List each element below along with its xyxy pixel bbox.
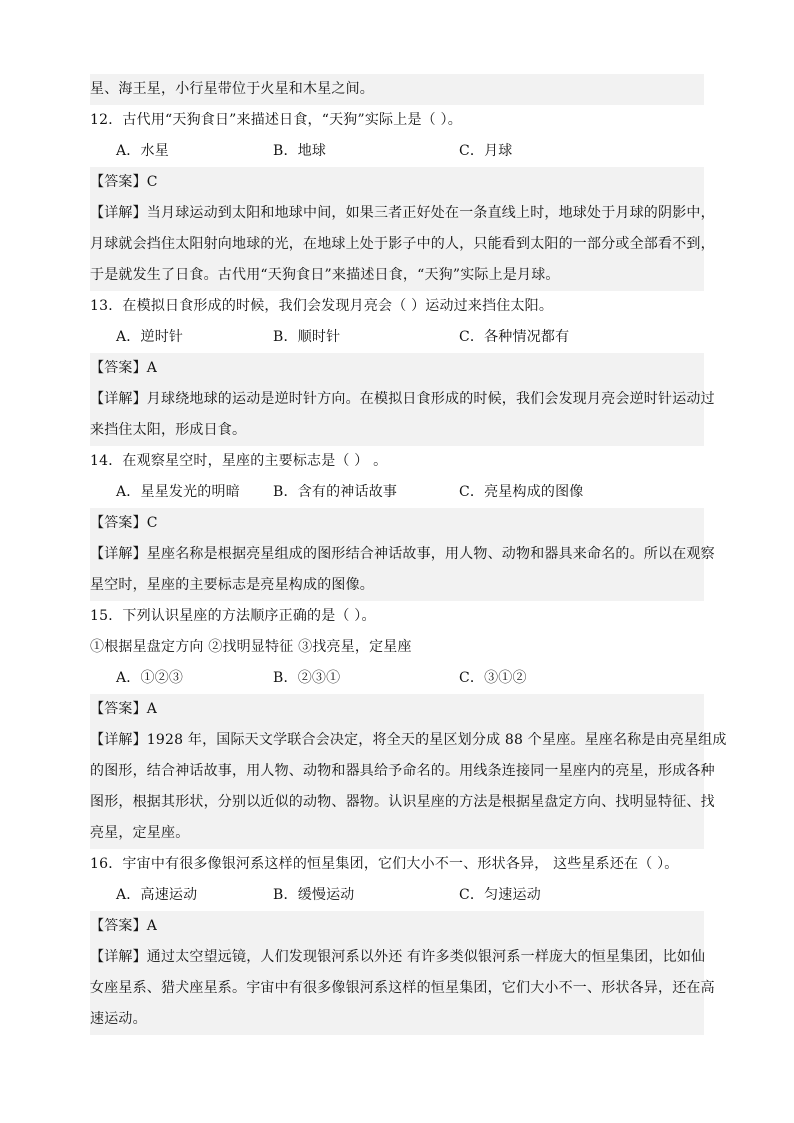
explanation-line: 亮星，定星座。 — [90, 825, 190, 841]
option-a: A．逆时针 — [116, 329, 184, 345]
question-13-stem: 13．在模拟日食形成的时候，我们会发现月亮会（ ）运动过来挡住太阳。 — [90, 298, 554, 314]
explanation-line: 【详解】月球绕地球的运动是逆时针方向。在模拟日食形成的时候，我们会发现月亮会逆时针运动过 — [90, 391, 715, 407]
answer: 【答案】C — [90, 174, 158, 190]
explanation-line: 于是就发生了日食。古代用“天狗食日”来描述日食，“天狗”实际上是月球。 — [90, 267, 560, 283]
answer: 【答案】C — [90, 515, 158, 531]
option-c: C．③①② — [459, 670, 527, 686]
question-16-options — [90, 880, 704, 911]
question-13-options — [90, 322, 704, 353]
option-a: A．星星发光的明暗 — [116, 484, 240, 500]
explanation-line: 【详解】星座名称是根据亮星组成的图形结合神话故事，用人物、动物和器具来命名的。所以在观察 — [90, 546, 715, 562]
option-b: B．②③① — [273, 670, 341, 686]
question-14-stem: 14．在观察星空时，星座的主要标志是（ ） 。 — [90, 453, 388, 469]
explanation-line: 的图形，结合神话故事，用人物、动物和器具给予命名的。用线条连接同一星座内的亮星，形成各种 — [90, 763, 715, 779]
option-c: C．各种情况都有 — [459, 329, 570, 345]
question-15-steps: ①根据星盘定方向 ②找明显特征 ③找亮星，定星座 — [90, 639, 412, 655]
option-c: C．月球 — [459, 143, 513, 159]
explanation-line: 女座星系、猎犬座星系。宇宙中有很多像银河系这样的恒星集团，它们大小不一、形状各异，还在高 — [90, 980, 715, 996]
answer: 【答案】A — [90, 701, 158, 717]
question-15-stem: 15．下列认识星座的方法顺序正确的是（ ）。 — [90, 608, 376, 624]
question-12-stem: 12．古代用“天狗食日”来描述日食，“天狗”实际上是（ ）。 — [90, 112, 462, 128]
option-a: A．水星 — [116, 143, 169, 159]
explanation-line: 来挡住太阳，形成日食。 — [90, 422, 247, 438]
explanation-line: 星空时，星座的主要标志是亮星构成的图像。 — [90, 577, 374, 593]
option-b: B．顺时针 — [273, 329, 341, 345]
explanation-line: 速运动。 — [90, 1011, 147, 1027]
answer: 【答案】A — [90, 360, 158, 376]
explanation-line: 【详解】当月球运动到太阳和地球中间，如果三者正好处在一条直线上时，地球处于月球的阴影中， — [90, 205, 715, 221]
option-b: B．含有的神话故事 — [273, 484, 398, 500]
previous-explanation-tail: 星、海王星，小行星带位于火星和木星之间。 — [90, 74, 704, 105]
option-b: B．地球 — [273, 143, 327, 159]
explanation-line: 【详解】通过太空望远镜，人们发现银河系以外还 有许多类似银河系一样庞大的恒星集团，比如仙 — [90, 949, 706, 965]
question-15-options — [90, 663, 704, 694]
option-b: B．缓慢运动 — [273, 887, 355, 903]
option-a: A．高速运动 — [116, 887, 198, 903]
option-c: C．亮星构成的图像 — [459, 484, 584, 500]
document-page — [90, 74, 727, 1035]
explanation-line: 【详解】1928 年，国际天文学联合会决定，将全天的星区划分成 88 个星座。星座名称是由亮星组成 — [90, 732, 727, 748]
option-c: C．匀速运动 — [459, 887, 541, 903]
question-14-answer-block — [90, 508, 715, 601]
question-12-answer-block — [90, 167, 715, 291]
option-a: A．①②③ — [116, 670, 184, 686]
question-12-options — [90, 136, 704, 167]
question-15-answer-block — [90, 694, 727, 849]
question-13-answer-block — [90, 353, 715, 446]
answer: 【答案】A — [90, 918, 158, 934]
question-16-stem: 16．宇宙中有很多像银河系这样的恒星集团，它们大小不一、形状各异， 这些星系还在（ ）。 — [90, 856, 679, 872]
question-16-answer-block — [90, 911, 715, 1035]
question-14-options — [90, 477, 704, 508]
explanation-line: 月球就会挡住太阳射向地球的光，在地球上处于影子中的人，只能看到太阳的一部分或全部看不到， — [90, 236, 715, 252]
explanation-line: 图形，根据其形状，分别以近似的动物、器物。认识星座的方法是根据星盘定方向、找明显特征、找 — [90, 794, 715, 810]
